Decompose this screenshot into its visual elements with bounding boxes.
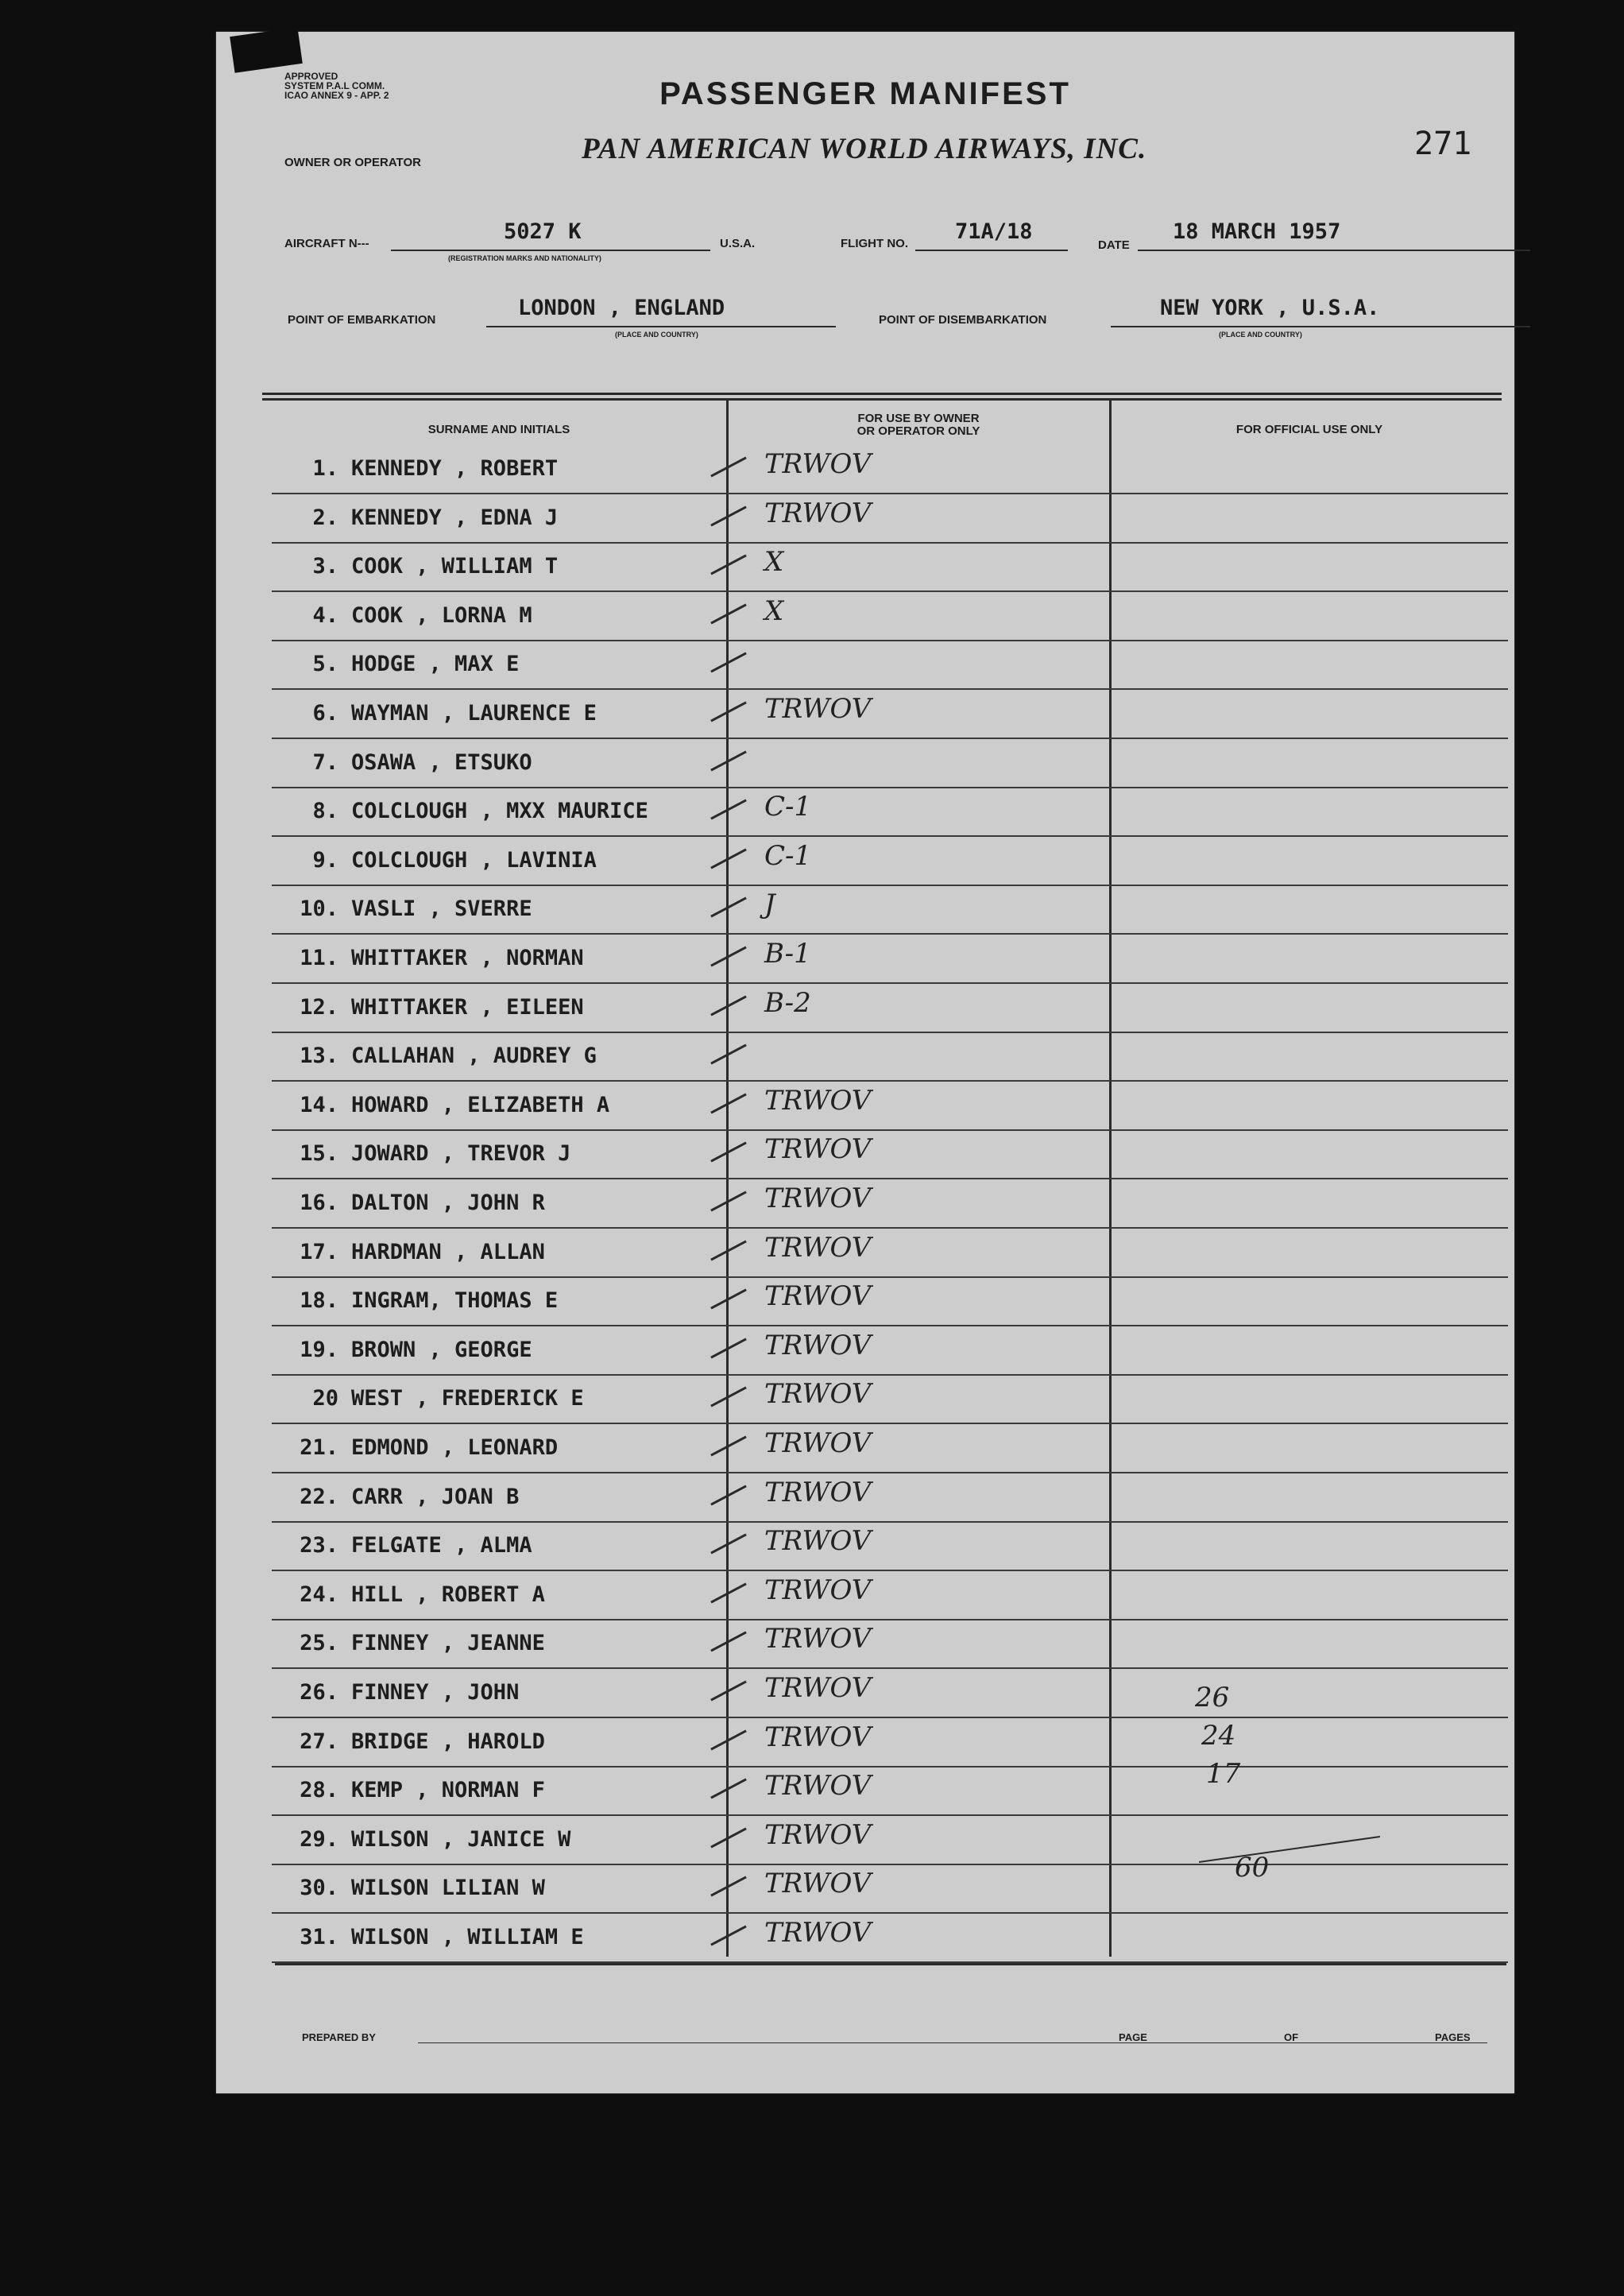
flight-label: FLIGHT NO. xyxy=(841,237,908,250)
passenger-number: 26. xyxy=(300,1680,338,1705)
col-header-surname: SURNAME AND INITIALS xyxy=(427,423,570,436)
aircraft-label: AIRCRAFT N--- xyxy=(284,237,369,250)
embarkation-label: POINT OF EMBARKATION xyxy=(288,313,436,327)
operator-name: PAN AMERICAN WORLD AIRWAYS, INC. xyxy=(582,133,1147,165)
passenger-name: CALLAHAN , AUDREY G xyxy=(351,1043,597,1068)
row-rule xyxy=(272,493,1508,494)
owner-label: OWNER OR OPERATOR xyxy=(284,156,421,169)
row-rule xyxy=(272,1619,1508,1620)
passenger-name: WEST , FREDERICK E xyxy=(351,1386,584,1411)
passenger-number: 20 xyxy=(312,1386,338,1411)
table-row xyxy=(216,594,1514,641)
table-row xyxy=(216,1720,1514,1767)
check-mark xyxy=(710,1925,747,1946)
check-mark xyxy=(710,1093,747,1113)
table-row xyxy=(216,1083,1514,1131)
table-row xyxy=(216,741,1514,788)
passenger-name: HILL , ROBERT A xyxy=(351,1582,545,1607)
check-mark xyxy=(710,1338,747,1358)
table-row xyxy=(216,985,1514,1033)
aircraft-value: 5027 K xyxy=(504,219,582,244)
row-rule xyxy=(272,590,1508,592)
passenger-name: WHITTAKER , NORMAN xyxy=(351,946,584,970)
passenger-name: OSAWA , ETSUKO xyxy=(351,750,532,775)
prepared-by-label: PREPARED BY xyxy=(302,2031,376,2043)
table-row xyxy=(216,1426,1514,1473)
operator-note: TRWOV xyxy=(764,498,872,529)
col-header-owner-1: FOR USE BY OWNER xyxy=(857,412,980,425)
passenger-number: 1. xyxy=(312,456,338,481)
row-rule xyxy=(272,835,1508,837)
disembarkation-label: POINT OF DISEMBARKATION xyxy=(879,313,1047,327)
flight-value: 71A/18 xyxy=(955,219,1033,244)
operator-note: TRWOV xyxy=(764,1868,872,1899)
row-rule xyxy=(272,1667,1508,1669)
tally-2: 24 xyxy=(1201,1720,1236,1752)
passenger-number: 17. xyxy=(300,1240,338,1264)
operator-note: TRWOV xyxy=(764,1525,872,1557)
passenger-name: FINNEY , JEANNE xyxy=(351,1631,545,1655)
row-rule xyxy=(272,1423,1508,1424)
operator-note: X xyxy=(764,595,784,627)
passenger-name: JOWARD , TREVOR J xyxy=(351,1141,571,1166)
table-row xyxy=(216,1915,1514,1963)
row-rule xyxy=(272,787,1508,788)
table-top-rule-2 xyxy=(262,398,1502,401)
operator-note: TRWOV xyxy=(764,448,872,480)
table-row xyxy=(216,1573,1514,1620)
tally-total: 60 xyxy=(1235,1852,1270,1884)
disembarkation-note: (PLACE AND COUNTRY) xyxy=(1219,331,1302,339)
passenger-number: 10. xyxy=(300,896,338,921)
table-row xyxy=(216,789,1514,837)
operator-note: TRWOV xyxy=(764,1623,872,1655)
page-title: PASSENGER MANIFEST xyxy=(659,76,1071,111)
check-mark xyxy=(710,1485,747,1505)
table-row xyxy=(216,544,1514,592)
table-row xyxy=(216,936,1514,984)
operator-note: TRWOV xyxy=(764,1232,872,1264)
check-mark xyxy=(710,1778,747,1798)
row-rule xyxy=(272,1570,1508,1571)
table-row xyxy=(216,1328,1514,1376)
passenger-name: COLCLOUGH , MXX MAURICE xyxy=(351,799,648,823)
check-mark xyxy=(710,995,747,1016)
passenger-name: HOWARD , ELIZABETH A xyxy=(351,1093,610,1117)
passenger-name: DALTON , JOHN R xyxy=(351,1191,545,1215)
table-row xyxy=(216,1132,1514,1179)
passenger-number: 30. xyxy=(300,1876,338,1900)
date-underline xyxy=(1138,250,1530,251)
check-mark xyxy=(710,1876,747,1896)
check-mark xyxy=(710,1533,747,1554)
passenger-number: 22. xyxy=(300,1485,338,1509)
passenger-name: WILSON , JANICE W xyxy=(351,1827,571,1852)
flight-underline xyxy=(915,250,1068,251)
passenger-name: KEMP , NORMAN F xyxy=(351,1778,545,1802)
row-rule xyxy=(272,1472,1508,1473)
operator-note: TRWOV xyxy=(764,1330,872,1361)
of-label: OF xyxy=(1284,2031,1299,2043)
aircraft-underline xyxy=(391,250,710,251)
footer-line xyxy=(418,2042,1487,2043)
passenger-number: 29. xyxy=(300,1827,338,1852)
table-row xyxy=(216,691,1514,739)
row-rule xyxy=(272,1864,1508,1865)
operator-note: TRWOV xyxy=(764,1427,872,1459)
check-mark xyxy=(710,1386,747,1407)
passenger-number: 19. xyxy=(300,1338,338,1362)
embarkation-value: LONDON , ENGLAND xyxy=(518,296,725,320)
passenger-number: 6. xyxy=(312,701,338,726)
passenger-name: VASLI , SVERRE xyxy=(351,896,532,921)
passenger-number: 2. xyxy=(312,505,338,530)
operator-note: TRWOV xyxy=(764,1574,872,1606)
row-rule xyxy=(272,1717,1508,1718)
passenger-number: 11. xyxy=(300,946,338,970)
passenger-name: FINNEY , JOHN xyxy=(351,1680,520,1705)
operator-note: C-1 xyxy=(764,791,812,823)
check-mark xyxy=(710,1141,747,1162)
passenger-name: KENNEDY , ROBERT xyxy=(351,456,559,481)
passenger-number: 27. xyxy=(300,1729,338,1754)
table-row xyxy=(216,447,1514,494)
row-rule xyxy=(272,1912,1508,1914)
passenger-name: FELGATE , ALMA xyxy=(351,1533,532,1558)
passenger-name: COOK , LORNA M xyxy=(351,603,532,628)
operator-note: B-1 xyxy=(764,938,811,970)
check-mark xyxy=(710,1435,747,1456)
check-mark xyxy=(710,1582,747,1603)
check-mark xyxy=(710,1631,747,1651)
check-mark xyxy=(710,554,747,575)
tape-mark xyxy=(230,27,303,73)
row-rule xyxy=(272,1766,1508,1767)
manifest-sheet xyxy=(216,32,1514,2093)
row-rule xyxy=(272,1178,1508,1179)
check-mark xyxy=(710,1240,747,1260)
check-mark xyxy=(710,701,747,722)
row-rule xyxy=(272,1032,1508,1033)
passenger-name: BRIDGE , HAROLD xyxy=(351,1729,545,1754)
row-rule xyxy=(272,738,1508,739)
check-mark xyxy=(710,1191,747,1211)
table-row xyxy=(216,642,1514,690)
row-rule xyxy=(272,1521,1508,1523)
operator-note: TRWOV xyxy=(764,1721,872,1753)
row-rule xyxy=(272,640,1508,641)
row-rule xyxy=(272,1227,1508,1229)
check-mark xyxy=(710,1827,747,1848)
row-rule xyxy=(272,1080,1508,1082)
embarkation-underline xyxy=(486,326,836,327)
operator-note: B-2 xyxy=(764,987,811,1019)
row-rule xyxy=(272,933,1508,935)
operator-note: TRWOV xyxy=(764,1280,872,1312)
table-row xyxy=(216,1818,1514,1865)
passenger-number: 5. xyxy=(312,652,338,676)
passenger-name: HARDMAN , ALLAN xyxy=(351,1240,545,1264)
col-header-official: FOR OFFICIAL USE ONLY xyxy=(1235,423,1383,436)
passenger-name: KENNEDY , EDNA J xyxy=(351,505,559,530)
row-rule xyxy=(272,688,1508,690)
operator-note: TRWOV xyxy=(764,1477,872,1508)
pages-label: PAGES xyxy=(1435,2031,1471,2043)
date-value: 18 MARCH 1957 xyxy=(1173,219,1341,244)
row-rule xyxy=(272,1276,1508,1278)
operator-note: TRWOV xyxy=(764,1133,872,1165)
passenger-name: WILSON , WILLIAM E xyxy=(351,1925,584,1949)
operator-note: X xyxy=(764,546,784,578)
operator-note: TRWOV xyxy=(764,693,872,725)
table-bottom-rule xyxy=(275,1963,1506,1965)
approval-note: APPROVED SYSTEM P.A.L COMM. ICAO ANNEX 9 - APP. 2 xyxy=(284,71,389,101)
row-rule xyxy=(272,1129,1508,1131)
passenger-name: INGRAM, THOMAS E xyxy=(351,1288,559,1313)
check-mark xyxy=(710,652,747,672)
check-mark xyxy=(710,896,747,917)
operator-note: TRWOV xyxy=(764,1085,872,1117)
table-row xyxy=(216,1866,1514,1914)
table-row xyxy=(216,1230,1514,1278)
passenger-number: 31. xyxy=(300,1925,338,1949)
passenger-number: 3. xyxy=(312,554,338,579)
operator-note: TRWOV xyxy=(764,1770,872,1802)
operator-note: TRWOV xyxy=(764,1917,872,1949)
check-mark xyxy=(710,1729,747,1750)
passenger-number: 21. xyxy=(300,1435,338,1460)
passenger-number: 12. xyxy=(300,995,338,1020)
row-rule xyxy=(272,1325,1508,1326)
passenger-number: 28. xyxy=(300,1778,338,1802)
embarkation-note: (PLACE AND COUNTRY) xyxy=(615,331,698,339)
check-mark xyxy=(710,750,747,771)
passenger-name: CARR , JOAN B xyxy=(351,1485,520,1509)
passenger-number: 9. xyxy=(312,848,338,873)
passenger-number: 14. xyxy=(300,1093,338,1117)
passenger-number: 16. xyxy=(300,1191,338,1215)
passenger-number: 18. xyxy=(300,1288,338,1313)
passenger-name: WHITTAKER , EILEEN xyxy=(351,995,584,1020)
date-label: DATE xyxy=(1098,238,1130,252)
table-row xyxy=(216,1621,1514,1669)
registration-note: (REGISTRATION MARKS AND NATIONALITY) xyxy=(448,254,601,262)
check-mark xyxy=(710,799,747,819)
check-mark xyxy=(710,603,747,624)
operator-note: TRWOV xyxy=(764,1819,872,1851)
page-label: PAGE xyxy=(1119,2031,1147,2043)
check-mark xyxy=(710,456,747,477)
check-mark xyxy=(710,505,747,526)
row-rule xyxy=(272,542,1508,544)
operator-note: TRWOV xyxy=(764,1183,872,1214)
operator-note: C-1 xyxy=(764,840,812,872)
passenger-name: BROWN , GEORGE xyxy=(351,1338,532,1362)
passenger-number: 15. xyxy=(300,1141,338,1166)
passenger-name: WILSON LILIAN W xyxy=(351,1876,545,1900)
passenger-number: 7. xyxy=(312,750,338,775)
row-rule xyxy=(272,885,1508,886)
passenger-name: EDMOND , LEONARD xyxy=(351,1435,559,1460)
operator-note: J xyxy=(764,889,775,920)
table-row xyxy=(216,1524,1514,1571)
table-row xyxy=(216,496,1514,544)
passenger-number: 13. xyxy=(300,1043,338,1068)
check-mark xyxy=(710,1680,747,1701)
table-row xyxy=(216,1376,1514,1424)
disembarkation-underline xyxy=(1111,326,1530,327)
table-row xyxy=(216,1768,1514,1816)
page-number: 271 xyxy=(1414,126,1472,162)
check-mark xyxy=(710,946,747,966)
table-row xyxy=(216,1279,1514,1326)
passenger-name: COLCLOUGH , LAVINIA xyxy=(351,848,597,873)
check-mark xyxy=(710,1043,747,1064)
passenger-number: 24. xyxy=(300,1582,338,1607)
passenger-number: 23. xyxy=(300,1533,338,1558)
operator-note: TRWOV xyxy=(764,1378,872,1410)
country-label: U.S.A. xyxy=(720,237,756,250)
col-header-owner-2: OR OPERATOR ONLY xyxy=(856,424,980,438)
table-row xyxy=(216,887,1514,935)
table-top-rule xyxy=(262,393,1502,395)
table-row xyxy=(216,1671,1514,1718)
check-mark xyxy=(710,848,747,869)
row-rule xyxy=(272,1374,1508,1376)
table-row xyxy=(216,1475,1514,1523)
check-mark xyxy=(710,1288,747,1309)
table-row xyxy=(216,838,1514,886)
disembarkation-value: NEW YORK , U.S.A. xyxy=(1160,296,1380,320)
table-row xyxy=(216,1181,1514,1229)
row-rule xyxy=(272,1814,1508,1816)
passenger-number: 25. xyxy=(300,1631,338,1655)
tally-1: 26 xyxy=(1195,1682,1230,1713)
tally-3: 17 xyxy=(1206,1758,1241,1790)
passenger-name: HODGE , MAX E xyxy=(351,652,520,676)
passenger-name: COOK , WILLIAM T xyxy=(351,554,559,579)
operator-note: TRWOV xyxy=(764,1672,872,1704)
passenger-number: 8. xyxy=(312,799,338,823)
table-row xyxy=(216,1034,1514,1082)
passenger-name: WAYMAN , LAURENCE E xyxy=(351,701,597,726)
passenger-number: 4. xyxy=(312,603,338,628)
row-rule xyxy=(272,982,1508,984)
